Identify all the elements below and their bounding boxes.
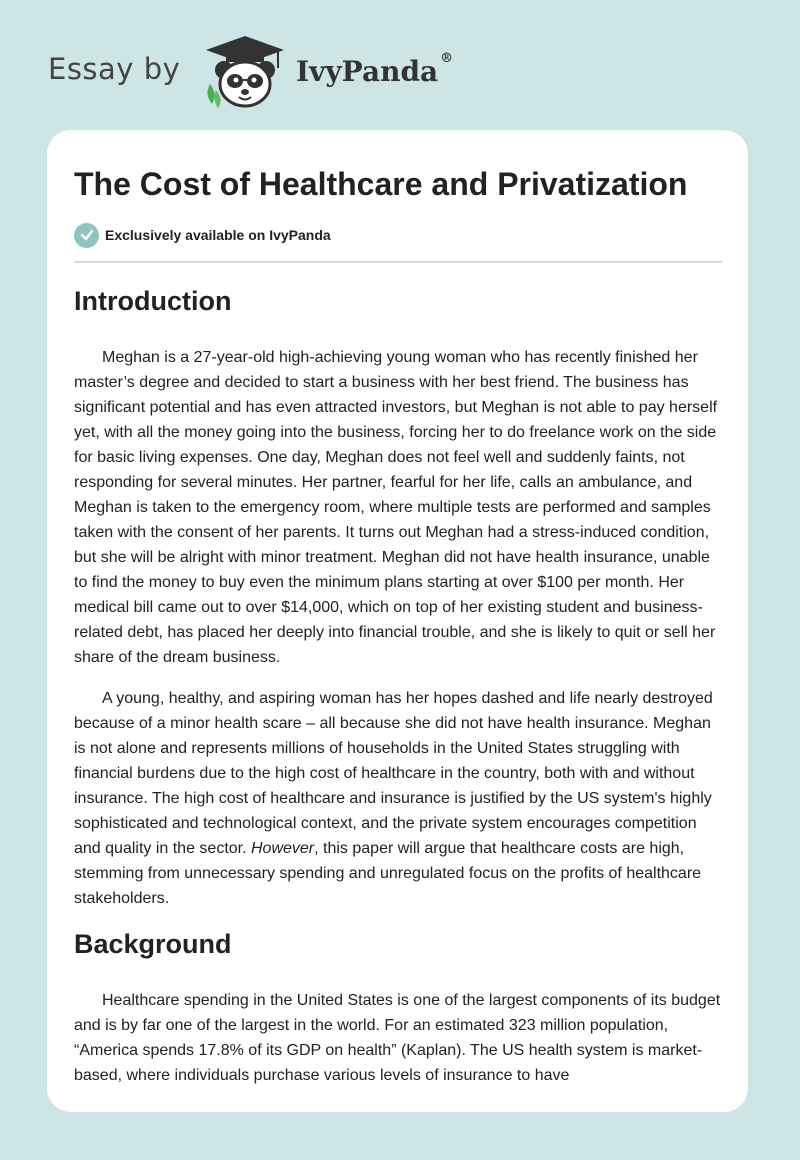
section-heading-background: Background — [74, 929, 232, 959]
exclusive-label: Exclusively available on IvyPanda — [105, 227, 331, 243]
check-icon — [74, 223, 99, 248]
exclusive-badge — [74, 222, 331, 248]
section-heading-introduction: Introduction — [74, 286, 232, 316]
divider — [74, 261, 722, 263]
panda-logo-icon — [202, 34, 288, 110]
essay-by-label: Essay by — [48, 52, 181, 86]
paragraph-background-1: Healthcare spending in the United States is one of the largest components of its budget and is by far one of the largest in the world. For an estimated 323 million population, “America spends 17.8% of its GDP on health” (Kaplan). The US health system is market-based, where individuals purchase various levels of insurance to have — [74, 992, 721, 1084]
paragraph-intro-2: A young, healthy, and aspiring woman has her hopes dashed and life nearly destroyed because of a minor health scare – all because she did not have health insurance. Meghan is not alone and represents millions of households in the United States struggling with financial burdens due to the high cost of healthcare in the country, both with and without insurance. The high cost of healthcare and insurance is justified by the US system's highly sophisticated and technological context, and the private system encourages competition and quality in the sector. However, this paper will argue that healthcare costs are high, stemming from unnecessary spending and unregulated focus on the profits of healthcare stakeholders. — [74, 690, 713, 907]
brand-header[interactable] — [48, 30, 468, 110]
brand-name: IvyPanda ® — [296, 51, 454, 88]
page-title: The Cost of Healthcare and Privatization — [74, 166, 688, 202]
essay-card — [47, 130, 748, 1112]
paragraph-intro-1: Meghan is a 27-year-old high-achieving young woman who has recently finished her master’s degree and decided to start a business with her best friend. The business has significant potential and has even attracted investors, but Meghan is not able to pay herself yet, with all the money going into the business, forcing her to do freelance work on the side for basic living expenses. One day, Meghan does not feel well and suddenly faints, not responding for several minutes. Her partner, fearful for her life, calls an ambulance, and Meghan is taken to the emergency room, where multiple tests are performed and samples taken with the consent of her parents. It turns out Meghan had a stress-induced condition, but she will be alright with minor treatment. Meghan did not have health insurance, unable to find the money to buy even the minimum plans starting at over $100 per month. Her medical bill came out to over $14,000, which on top of her existing student and business-related debt, has placed her deeply into financial trouble, and she is likely to quit or sell her share of the dream business. — [74, 349, 718, 666]
